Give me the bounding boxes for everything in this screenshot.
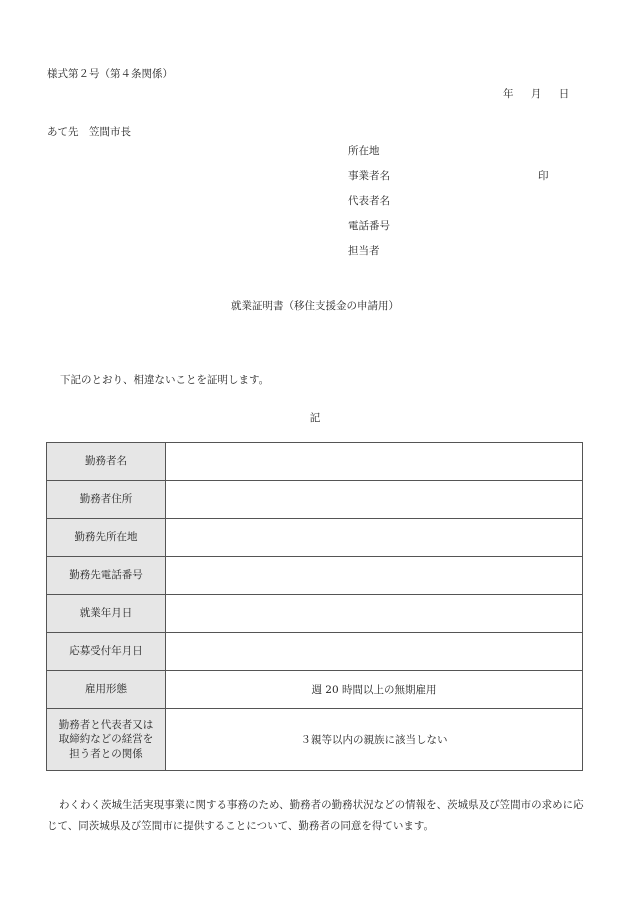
row-value-worker-name[interactable]	[166, 443, 583, 481]
table-row	[47, 557, 583, 595]
table-row	[47, 709, 583, 771]
addressee: あて先 笠間市長	[47, 126, 131, 138]
table-row	[47, 481, 583, 519]
row-value-employment-date[interactable]	[166, 595, 583, 633]
applicant-company-label: 事業者名	[348, 170, 390, 182]
table-row	[47, 633, 583, 671]
document-title: 就業証明書（移住支援金の申請用）	[231, 300, 399, 312]
row-value-relationship: ３親等以内の親族に該当しない	[166, 709, 583, 771]
table-row	[47, 595, 583, 633]
relationship-label-line-3: 担う者との関係	[69, 747, 143, 760]
employment-info-table	[46, 442, 583, 771]
row-value-worker-address[interactable]	[166, 481, 583, 519]
date-line	[503, 86, 570, 101]
seal-mark: 印	[538, 170, 549, 182]
applicant-contact-label: 担当者	[348, 245, 380, 257]
row-value-application-date[interactable]	[166, 633, 583, 671]
applicant-location-label: 所在地	[348, 145, 380, 157]
consent-statement: わくわく茨城生活実現事業に関する事務のため、勤務者の勤務状況などの情報を、茨城県及び笠間市の求めに応じて、同茨城県及び笠間市に提供することについて、勤務者の同意を得ています。	[47, 799, 584, 832]
row-value-employment-type: 週 20 時間以上の無期雇用	[166, 671, 583, 709]
row-label-workplace-phone: 勤務先電話番号	[47, 557, 166, 595]
date-month-label: 月	[530, 88, 543, 100]
date-year-label: 年	[503, 88, 515, 100]
row-label-employment-type: 雇用形態	[47, 671, 166, 709]
form-number-label: 様式第２号（第４条関係）	[47, 68, 173, 80]
row-label-worker-name: 勤務者名	[47, 443, 166, 481]
date-day-label: 日	[558, 88, 571, 100]
row-label-workplace-location: 勤務先所在地	[47, 519, 166, 557]
applicant-representative-label: 代表者名	[348, 195, 390, 207]
table-row	[47, 443, 583, 481]
intro-statement: 下記のとおり、相違ないことを証明します。	[60, 374, 270, 386]
row-label-application-date: 応募受付年月日	[47, 633, 166, 671]
row-value-workplace-phone[interactable]	[166, 557, 583, 595]
row-label-relationship	[47, 709, 166, 771]
row-label-employment-date: 就業年月日	[47, 595, 166, 633]
row-value-workplace-location[interactable]	[166, 519, 583, 557]
ki-heading: 記	[309, 412, 321, 424]
applicant-phone-label: 電話番号	[348, 220, 390, 232]
table-row	[47, 671, 583, 709]
row-label-worker-address: 勤務者住所	[47, 481, 166, 519]
relationship-label-line-2: 取締約などの経営を	[58, 733, 154, 746]
relationship-label-line-1: 勤務者と代表者又は	[58, 719, 154, 732]
table-row	[47, 519, 583, 557]
